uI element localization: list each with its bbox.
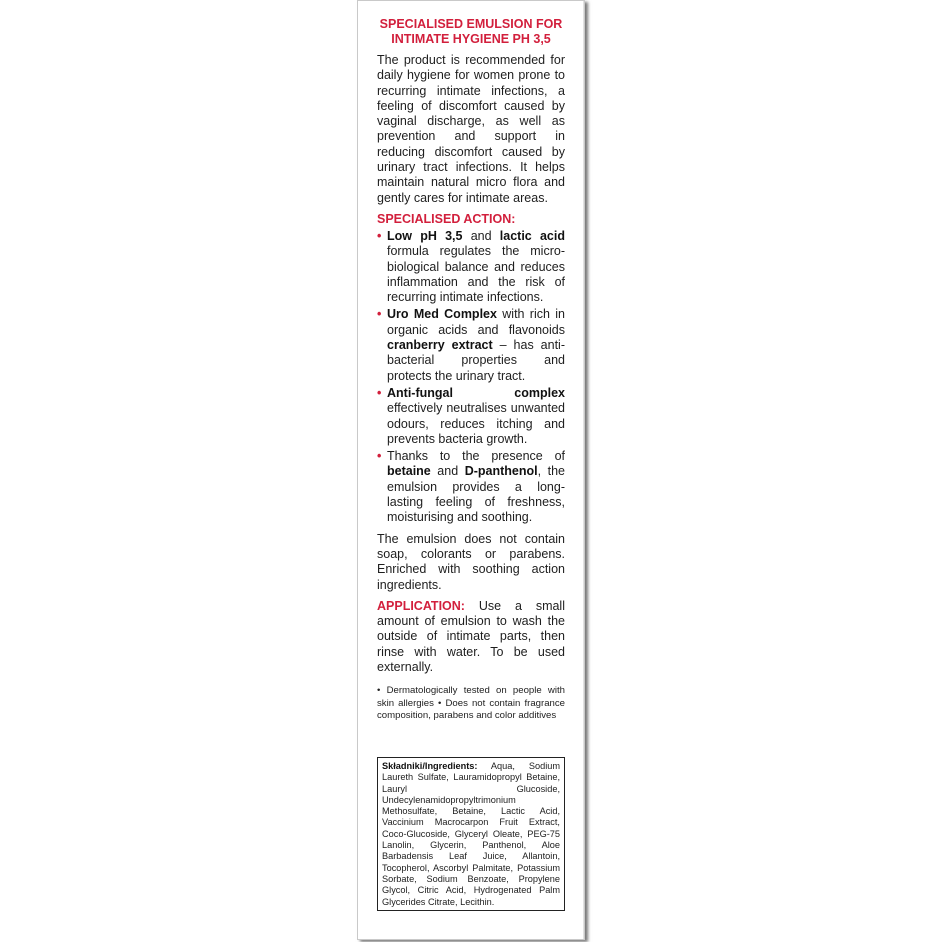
bullet-icon: • [377,307,382,322]
ingredients-box [377,757,565,911]
application-paragraph [377,599,565,675]
list-item: • Low pH 3,5 and lactic acid formula regulates the micro-biological balance and reduces inflammation and the risk of recurring intimate infections. [377,228,565,305]
label-content [377,17,565,723]
bullet-icon: • [377,385,382,400]
notes-text: • Dermatologically tested on people with skin allergies • Does not contain fragrance composition, parabens and color additives [377,685,565,722]
product-title: SPECIALISED EMULSION FOR INTIMATE HYGIENE PH 3,5 [379,17,563,46]
action-list [377,229,565,526]
application-label: APPLICATION: [377,598,465,613]
list-item: • Thanks to the presence of betaine and D-panthenol, the emulsion provides a long-lasting feeling of freshness, moisturising and soothing. [377,449,565,525]
intro-paragraph: The product is recommended for daily hygiene for women prone to recurring intimate infections, a feeling of discomfort caused by vaginal discharge, as well as prevention and support in reducing discomfort caused by urinary tract infections. It helps maintain natural micro flora and gently cares for intimate areas. [377,53,565,205]
ingredients-label: Składniki/Ingredients: [382,761,478,771]
application-text: Use a small amount of emulsion to wash the outside of intimate parts, then rinse with water. To be used externally. [377,598,565,674]
product-label-panel [357,0,585,940]
bullet-icon: • [377,449,382,464]
action-heading: SPECIALISED ACTION: [377,211,516,226]
list-item: • Uro Med Complex with rich in organic acids and flavonoids cranberry extract – has anti-bacterial properties and protects the urinary tract. [377,307,565,383]
ingredients-text: Aqua, Sodium Laureth Sulfate, Lauramidopropyl Betaine, Lauryl Glucoside, Undecylenamidopropyltrimonium Methosulfate, Betaine, Lactic Acid, Vaccinium Macrocarpon Fruit Extract, Coco-Glucoside, Glyceryl Oleate, PEG-75 Lanolin, Glycerin, Panthenol, Aloe Barbadensis Leaf Juice, Allantoin, Tocopherol, Ascorbyl Palmitate, Potassium Sorbate, Sodium Benzoate, Propylene Glycol, Citric Acid, Hydrogenated Palm Glycerides Citrate, Lecithin. [382,761,560,907]
list-item: • Anti-fungal complex effectively neutralises unwanted odours, reduces itching and prevents bacteria growth. [377,385,565,446]
bullet-icon: • [377,228,382,243]
no-contain-paragraph: The emulsion does not contain soap, colorants or parabens. Enriched with soothing action ingredients. [377,531,565,592]
